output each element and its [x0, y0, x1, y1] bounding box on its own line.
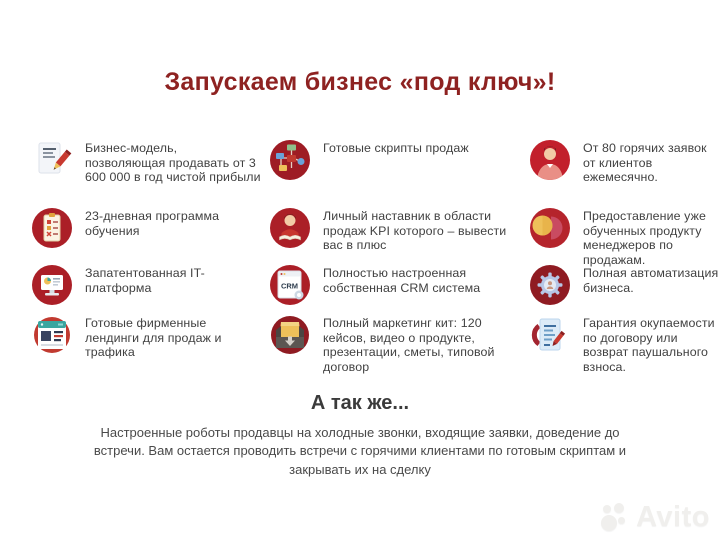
- automation-gear-icon: [528, 263, 572, 307]
- feature-text: Личный наставник в области продаж KPI которого – вывести вас в плюс: [323, 209, 507, 252]
- feature-text: Запатентованная IT-платформа: [85, 266, 205, 295]
- feature-item: [528, 206, 720, 267]
- feature-item: [30, 138, 268, 206]
- feature-item: [268, 138, 528, 206]
- crm-system-icon: [268, 263, 312, 307]
- feature-text: Полный маркетинг кит: 120 кейсов, видео о продукте, презентации, сметы, типовой договор: [323, 316, 495, 374]
- mentor-icon: [268, 206, 312, 250]
- feature-text: От 80 горячих заявок от клиентов ежемесячно.: [583, 141, 707, 184]
- watermark-label: Avito: [636, 501, 710, 533]
- feature-item: [528, 263, 720, 313]
- feature-item: [268, 313, 528, 374]
- feature-item: [528, 313, 720, 374]
- feature-item: [30, 313, 268, 374]
- training-checklist-icon: [30, 206, 74, 250]
- features-grid: [30, 138, 720, 374]
- client-avatar-icon: [528, 138, 572, 182]
- landing-page-icon: [30, 313, 74, 357]
- page-title: Запускаем бизнес «под ключ»!: [164, 68, 556, 96]
- avito-logo-icon: [601, 503, 631, 533]
- feature-item: [268, 263, 528, 313]
- feature-text: Предоставление уже обученных продукту менеджеров по продажам.: [583, 209, 706, 267]
- feature-text: 23-дневная программа обучения: [85, 209, 220, 238]
- feature-item: [30, 263, 268, 313]
- marketing-kit-box-icon: [268, 313, 312, 357]
- feature-text: Полная автоматизация бизнеса.: [583, 266, 719, 295]
- feature-text: Гарантия окупаемости по договору или возврат паушального взноса.: [583, 316, 715, 374]
- also-heading: А так же...: [310, 392, 410, 414]
- it-platform-monitor-icon: [30, 263, 74, 307]
- feature-text: Готовые фирменные лендинги для продаж и трафика: [85, 316, 222, 359]
- feature-item: [528, 138, 720, 206]
- feature-text: Бизнес-модель, позволяющая продавать от 3 600 000 в год чистой прибыли: [85, 141, 261, 184]
- svg-text:CRM: CRM: [280, 281, 299, 291]
- feature-item: [30, 206, 268, 263]
- also-text: Настроенные роботы продавцы на холодные звонки, входящие заявки, доведение до встречи. Вам остается проводить встречи с горячими клиентами по готовым скриптам и закрывать их на сделку: [93, 425, 627, 477]
- avito-watermark: [601, 501, 710, 534]
- feature-text: Полностью настроенная собственная CRM система: [323, 266, 481, 295]
- feature-item: [268, 206, 528, 263]
- document-pencil-icon: [30, 138, 74, 182]
- managers-pie-icon: [528, 206, 572, 250]
- guarantee-contract-icon: [528, 313, 572, 357]
- feature-text: Готовые скрипты продаж: [323, 141, 469, 155]
- sales-script-flowchart-icon: [268, 138, 312, 182]
